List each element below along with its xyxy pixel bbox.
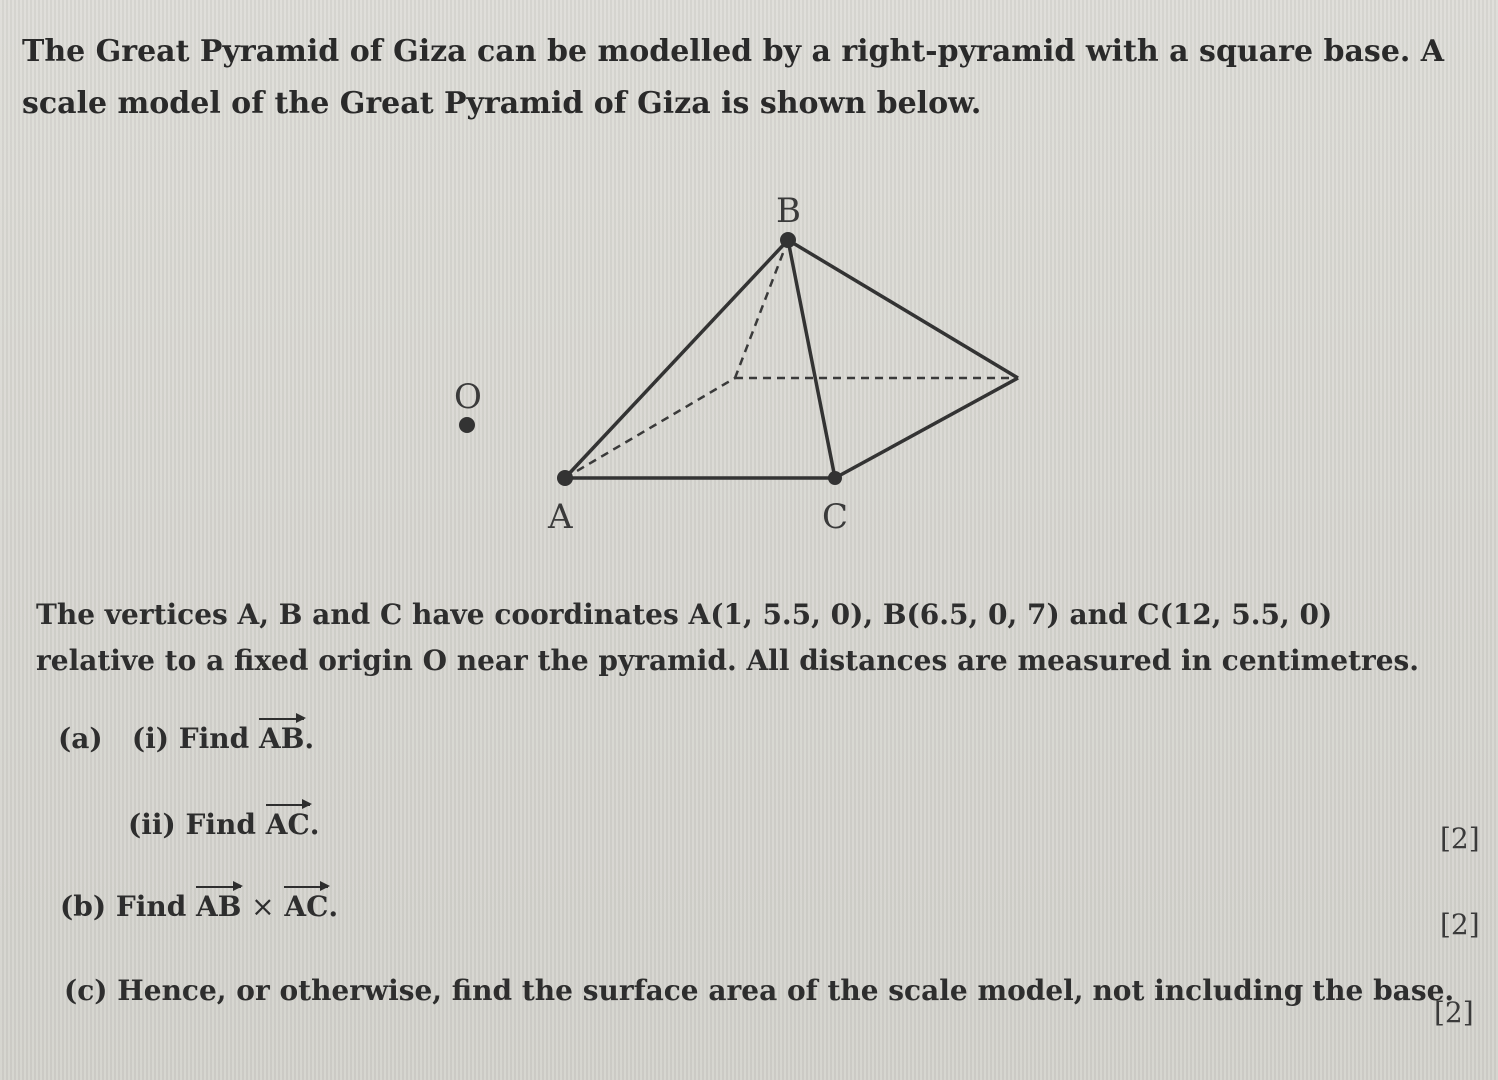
label-C: C: [822, 497, 849, 537]
part-c-bold: not including: [1092, 974, 1304, 1007]
part-c-text-after: the base.: [1312, 974, 1455, 1007]
pyramid-diagram: [430, 180, 1050, 540]
edge-BA: [565, 240, 788, 478]
part-b-prefix: (b) Find: [60, 890, 187, 923]
origin-O-point: [459, 417, 475, 433]
hidden-edge-A-back: [565, 378, 735, 478]
part-a-ii: [128, 808, 319, 841]
part-a-label: (a): [58, 722, 103, 755]
vector-AC: AC: [265, 808, 310, 841]
period: .: [309, 808, 320, 841]
hidden-edge-apex-back: [735, 240, 788, 378]
vector-AB-b: AB: [196, 890, 242, 923]
part-c-text-before: (c) Hence, or otherwise, find the surface area of the scale model,: [64, 974, 1084, 1007]
part-a-ii-prefix: (ii) Find: [128, 808, 256, 841]
pyramid-svg: [430, 180, 1050, 540]
part-a-i-prefix: (i) Find: [131, 722, 250, 755]
label-O: O: [454, 377, 482, 417]
edge-C-right: [835, 378, 1018, 478]
edge-B-right: [788, 240, 1018, 378]
vector-AC-b: AC: [284, 890, 329, 923]
label-B: B: [776, 191, 801, 231]
vertex-C-point: [828, 471, 842, 485]
vertex-A-point: [557, 470, 573, 486]
marks-c: [2]: [1434, 996, 1474, 1029]
part-c: [64, 974, 1454, 1007]
vertex-B-point: [780, 232, 796, 248]
label-A: A: [548, 497, 573, 537]
vector-AB: AB: [258, 722, 305, 755]
marks-a: [2]: [1440, 822, 1480, 855]
marks-b: [2]: [1440, 908, 1480, 941]
edge-BC: [788, 240, 835, 478]
cross-symbol: ×: [251, 890, 275, 923]
period: .: [328, 890, 339, 923]
part-a-i: [58, 722, 314, 755]
period: .: [304, 722, 315, 755]
intro-text: The Great Pyramid of Giza can be modelled by a right-pyramid with a square base. A scale model of the Great Pyramid of Giza is shown below.: [22, 34, 1445, 121]
part-b: [60, 890, 338, 923]
vertices-text: The vertices A, B and C have coordinates A(1, 5.5, 0), B(6.5, 0, 7) and C(12, 5.5, 0) relative to a fixed origin O near the pyramid. All distances are measured in centimetres.: [36, 598, 1420, 677]
